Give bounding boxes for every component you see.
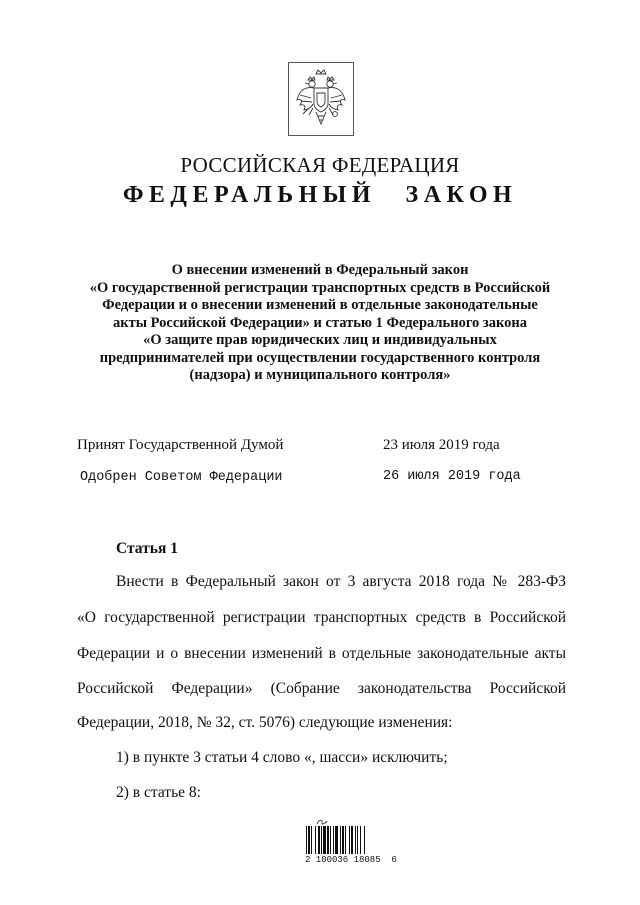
law-title-line: (надзора) и муниципального контроля» xyxy=(189,367,451,383)
barcode-number: 2 100036 18085 6 xyxy=(305,855,397,865)
law-title-line: «О государственной регистрации транспортных средств в Российской xyxy=(89,279,551,296)
article-heading: Статья 1 xyxy=(116,540,178,557)
article-list-item: 2) в статье 8: xyxy=(116,784,201,801)
coat-of-arms-icon xyxy=(294,68,348,130)
council-approval-label: Одобрен Советом Федерации xyxy=(80,470,283,485)
law-title-line: предпринимателей при осуществлении государственного контроля xyxy=(99,349,541,366)
article-text-line: Внести в Федеральный закон от 3 августа 2018 года № 283-ФЗ xyxy=(116,573,566,590)
duma-adoption-label: Принят Государственной Думой xyxy=(77,437,284,453)
barcode xyxy=(305,818,397,865)
document-type: ФЕДЕРАЛЬНЫЙ ЗАКОН xyxy=(122,182,518,208)
law-title xyxy=(60,262,580,385)
council-approval-date: 26 июля 2019 года xyxy=(383,469,521,484)
law-title-line: О внесении изменений в Федеральный закон xyxy=(171,262,469,278)
law-title-line: акты Российской Федерации» и статью 1 Федерального закона xyxy=(112,314,528,331)
law-title-line: Федерации и о внесении изменений в отдельные законодательные xyxy=(102,297,538,313)
barcode-bars xyxy=(305,818,387,854)
article-list-item: 1) в пункте 3 статьи 4 слово «, шасси» исключить; xyxy=(116,749,448,766)
article-text-line: Российской Федерации» (Собрание законодательства Российской xyxy=(77,680,566,697)
country-name: РОССИЙСКАЯ ФЕДЕРАЦИЯ xyxy=(180,153,460,177)
article-text-line: «О государственной регистрации транспортных средств в Российской xyxy=(77,609,566,626)
coat-of-arms-frame xyxy=(288,62,354,136)
law-title-line: «О защите прав юридических лиц и индивидуальных xyxy=(143,332,497,348)
article-text-line: Федерации, 2018, № 32, ст. 5076) следующие изменения: xyxy=(77,714,453,731)
duma-adoption-date: 23 июля 2019 года xyxy=(383,437,500,453)
article-text-line: Федерации и о внесении изменений в отдельные законодательные акты xyxy=(77,645,566,662)
